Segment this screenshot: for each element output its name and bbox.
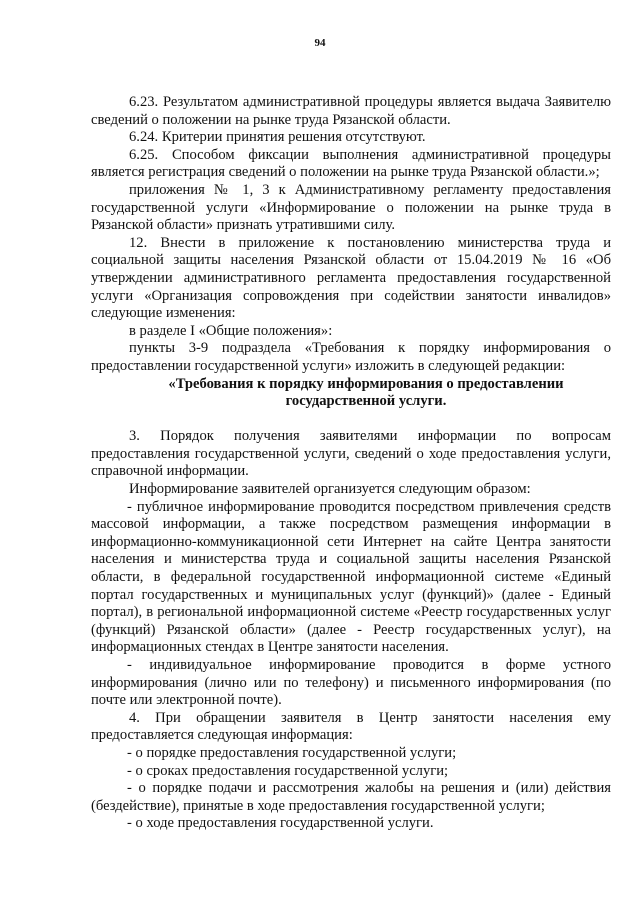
paragraph: 6.24. Критерии принятия решения отсутствуют. (129, 129, 426, 146)
section-heading: «Требования к порядку информирования о предоставлении государственной услуги. (168, 375, 564, 410)
paragraph: 6.23. Результатом административной процедуры является выдача Заявителю сведений о положении на рынке труда Рязанской области. (91, 94, 611, 128)
paragraph: 3. Порядок получения заявителями информации по вопросам предоставления государственной услуги, сведений о ходе предоставления услуги, справочной информации. (91, 428, 611, 480)
bullet-item: - о ходе предоставления государственной услуги. (127, 815, 434, 832)
paragraph: пункты 3-9 подраздела «Требования к порядку информирования о предоставлении государственной услуги» изложить в следующей редакции: (91, 340, 611, 374)
paragraph: приложения № 1, 3 к Административному регламенту предоставления государственной услуги «Информирование о положении на рынке труда в Рязанской области» признать утратившими силу. (91, 181, 611, 234)
bullet-item: - о порядке предоставления государственной услуги; (127, 744, 457, 761)
bullet-item: - о сроках предоставления государственной услуги; (127, 762, 449, 779)
paragraph: 12. Внести в приложение к постановлению министерства труда и социальной защиты населения Рязанской области от 15.04.2019 № 16 «Об утверждении административного регламента предоставления государственной услуги «Организация сопровождения при содействии занятости инвалидов» следующие изменения: (91, 234, 611, 322)
paragraph: 6.25. Способом фиксации выполнения административной процедуры является регистрация сведений о положении на рынке труда Рязанской области.»; (91, 146, 611, 181)
bullet-item: - индивидуальное информирование проводится в форме устного информирования (лично или по телефону) и письменного информирования (по почте или электронной почте). (91, 657, 611, 709)
paragraph: 4. При обращении заявителя в Центр занятости населения ему предоставляется следующая информация: (91, 709, 611, 744)
bullet-item: - публичное информирование проводится посредством привлечения средств массовой информации, а также посредством размещения информации в информационно-коммуникационной сети Интернет на сайте Центра занятости населения и министерства труда и социальной защиты населения Рязанской области, в федеральной государственной информационной системе «Единый портал государственных и муниципальных услуг (функций)» (далее - Единый портал), в региональной информационной системе «Реестр государственных услуг (функций) Рязанской области» (далее - Реестр государственных услуг), на информационных стендах в Центре занятости населения. (91, 498, 611, 656)
paragraph: Информирование заявителей организуется следующим образом: (129, 481, 531, 498)
page-number: 94 (314, 37, 326, 49)
bullet-item: - о порядке подачи и рассмотрения жалобы на решения и (или) действия (бездействие), принятые в ходе предоставления государственной услуги; (91, 780, 611, 814)
paragraph: в разделе I «Общие положения»: (129, 322, 333, 339)
document-body (91, 94, 611, 833)
